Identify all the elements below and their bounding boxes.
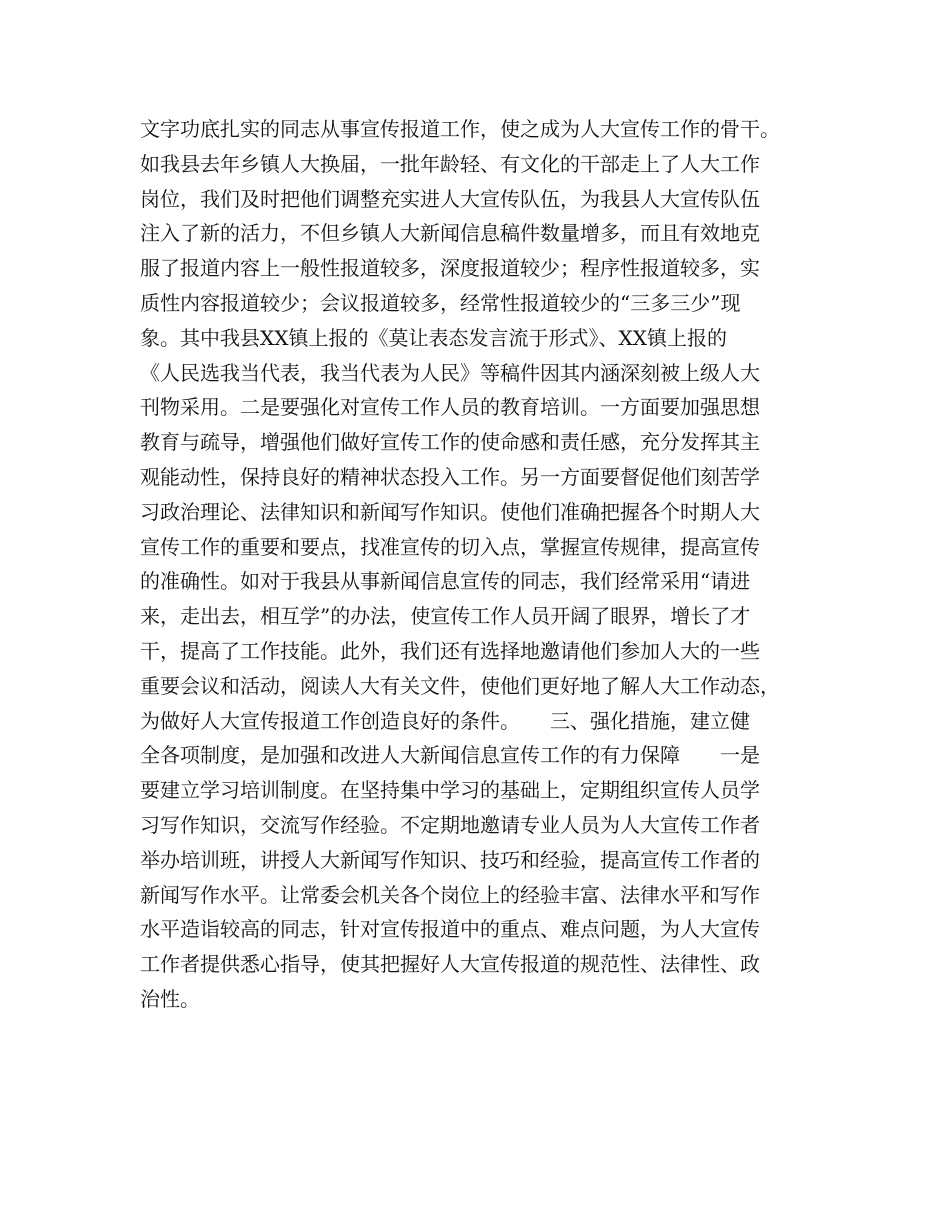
text-line: 要建立学习培训制度。在坚持集中学习的基础上，定期组织宣传人员学 [140, 778, 760, 803]
text-line: 象。其中我县XX镇上报的《莫让表态发言流于形式》、XX镇上报的 [140, 325, 727, 350]
text-line: 治性。 [140, 986, 200, 1011]
text-line: 为做好人大宣传报道工作创造良好的条件。 三、强化措施，建立健 [140, 708, 750, 733]
text-line: 文字功底扎实的同志从事宣传报道工作，使之成为人大宣传工作的骨干。 [140, 117, 780, 141]
text-line: 宣传工作的重要和要点，找准宣传的切入点，掌握宣传规律，提高宣传 [140, 534, 760, 559]
text-line: 干，提高了工作技能。此外，我们还有选择地邀请他们参加人大的一些 [140, 638, 760, 663]
body-text [140, 112, 830, 1017]
text-line: 注入了新的活力，不但乡镇人大新闻信息稿件数量增多，而且有效地克 [140, 221, 760, 246]
text-line: 教育与疏导，增强他们做好宣传工作的使命感和责任感，充分发挥其主 [140, 430, 760, 455]
text-line: 刊物采用。二是要强化对宣传工作人员的教育培训。一方面要加强思想 [140, 395, 760, 420]
text-line: 举办培训班，讲授人大新闻写作知识、技巧和经验，提高宣传工作者的 [140, 847, 760, 872]
text-line: 重要会议和活动，阅读人大有关文件，使他们更好地了解人大工作动态， [140, 673, 780, 698]
text-line: 服了报道内容上一般性报道较多，深度报道较少；程序性报道较多，实 [140, 256, 760, 281]
text-line: 水平造诣较高的同志，针对宣传报道中的重点、难点问题，为人大宣传 [140, 917, 760, 942]
text-line: 工作者提供悉心指导，使其把握好人大宣传报道的规范性、法律性、政 [140, 952, 760, 977]
text-line: 的准确性。如对于我县从事新闻信息宣传的同志，我们经常采用“请进 [140, 569, 751, 594]
text-line: 质性内容报道较少；会议报道较多，经常性报道较少的“三多三少”现 [140, 290, 741, 315]
text-line: 岗位，我们及时把他们调整充实进人大宣传队伍，为我县人大宣传队伍 [140, 186, 760, 211]
text-line: 习政治理论、法律知识和新闻写作知识。使他们准确把握各个时期人大 [140, 499, 760, 524]
text-line: 新闻写作水平。让常委会机关各个岗位上的经验丰富、法律水平和写作 [140, 882, 760, 907]
text-line: 全各项制度，是加强和改进人大新闻信息宣传工作的有力保障 一是 [140, 743, 760, 768]
text-line: 《人民选我当代表，我当代表为人民》等稿件因其内涵深刻被上级人大 [140, 360, 760, 385]
text-line: 如我县去年乡镇人大换届，一批年龄轻、有文化的干部走上了人大工作 [140, 151, 760, 176]
text-line: 来，走出去，相互学”的办法，使宣传工作人员开阔了眼界，增长了才 [140, 604, 751, 629]
text-line: 习写作知识，交流写作经验。不定期地邀请专业人员为人大宣传工作者 [140, 812, 760, 837]
text-line: 观能动性，保持良好的精神状态投入工作。另一方面要督促他们刻苦学 [140, 464, 760, 489]
